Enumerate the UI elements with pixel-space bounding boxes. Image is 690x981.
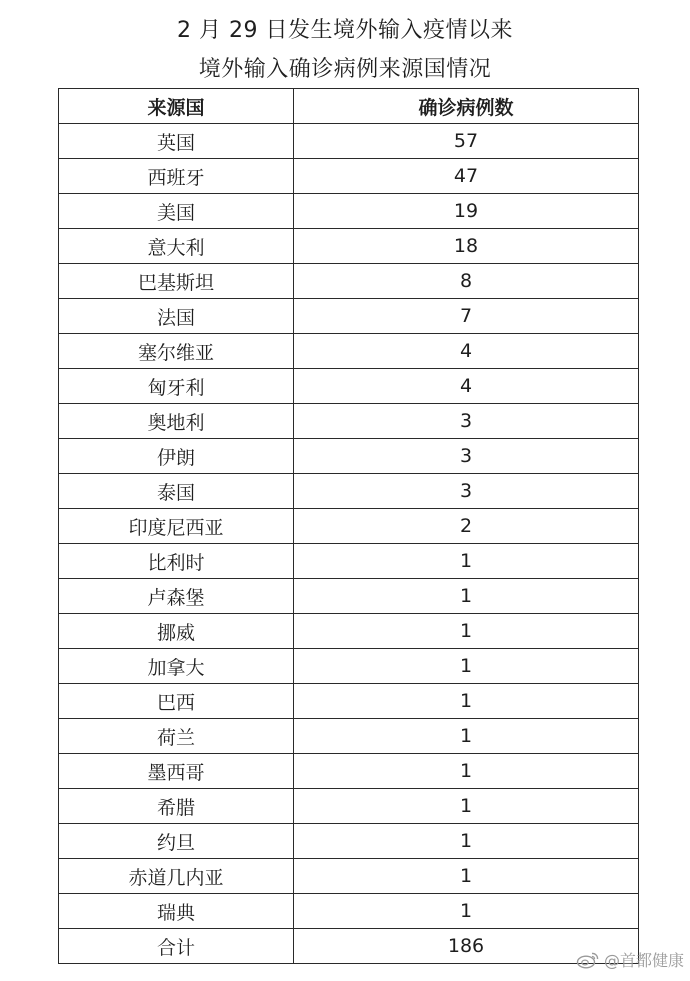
country-cell: 泰国 <box>59 474 294 509</box>
table-row <box>59 614 639 649</box>
table-row <box>59 859 639 894</box>
country-cell: 奥地利 <box>59 404 294 439</box>
country-cell: 巴西 <box>59 684 294 719</box>
country-cell: 法国 <box>59 299 294 334</box>
case-count-cell: 1 <box>294 614 639 649</box>
table-row <box>59 369 639 404</box>
table-row <box>59 754 639 789</box>
weibo-icon <box>576 951 600 969</box>
country-cell: 比利时 <box>59 544 294 579</box>
case-count-cell: 1 <box>294 649 639 684</box>
watermark <box>576 948 684 971</box>
table-row <box>59 719 639 754</box>
case-count-cell: 1 <box>294 684 639 719</box>
case-count-cell: 3 <box>294 439 639 474</box>
country-cell: 卢森堡 <box>59 579 294 614</box>
country-cell: 约旦 <box>59 824 294 859</box>
country-cell: 塞尔维亚 <box>59 334 294 369</box>
case-count-cell: 47 <box>294 159 639 194</box>
country-cell: 赤道几内亚 <box>59 859 294 894</box>
page-subtitle: 境外输入确诊病例来源国情况 <box>198 57 492 82</box>
table-row <box>59 124 639 159</box>
country-cell: 英国 <box>59 124 294 159</box>
case-count-cell: 4 <box>294 334 639 369</box>
table-row <box>59 159 639 194</box>
table-row <box>59 299 639 334</box>
country-cell: 加拿大 <box>59 649 294 684</box>
country-cell: 伊朗 <box>59 439 294 474</box>
case-count-cell: 1 <box>294 544 639 579</box>
table-header-row <box>59 89 639 124</box>
case-count-cell: 1 <box>294 859 639 894</box>
country-cell: 意大利 <box>59 229 294 264</box>
table-row <box>59 684 639 719</box>
total-row <box>59 929 639 964</box>
case-count-cell: 1 <box>294 719 639 754</box>
page-title: 2 月 29 日发生境外输入疫情以来 <box>177 18 513 43</box>
table-row <box>59 579 639 614</box>
table-row <box>59 264 639 299</box>
case-count-cell: 1 <box>294 579 639 614</box>
country-cell: 美国 <box>59 194 294 229</box>
table-row <box>59 474 639 509</box>
country-cell: 匈牙利 <box>59 369 294 404</box>
header-case-count: 确诊病例数 <box>294 89 639 124</box>
case-count-cell: 1 <box>294 789 639 824</box>
case-count-cell: 18 <box>294 229 639 264</box>
table-row <box>59 824 639 859</box>
case-count-cell: 1 <box>294 754 639 789</box>
total-label: 合计 <box>59 929 294 964</box>
total-count: 186 <box>294 929 639 964</box>
country-cell: 荷兰 <box>59 719 294 754</box>
imported-cases-table <box>58 88 639 964</box>
case-count-cell: 2 <box>294 509 639 544</box>
case-count-cell: 3 <box>294 404 639 439</box>
case-count-cell: 57 <box>294 124 639 159</box>
case-count-cell: 3 <box>294 474 639 509</box>
case-count-cell: 8 <box>294 264 639 299</box>
country-cell: 印度尼西亚 <box>59 509 294 544</box>
watermark-text: @首都健康 <box>603 951 684 970</box>
country-cell: 希腊 <box>59 789 294 824</box>
country-cell: 墨西哥 <box>59 754 294 789</box>
case-count-cell: 4 <box>294 369 639 404</box>
table-row <box>59 194 639 229</box>
table-body <box>59 124 639 929</box>
country-cell: 西班牙 <box>59 159 294 194</box>
table-row <box>59 439 639 474</box>
case-count-cell: 19 <box>294 194 639 229</box>
table-row <box>59 789 639 824</box>
country-cell: 瑞典 <box>59 894 294 929</box>
table-row <box>59 649 639 684</box>
table-row <box>59 229 639 264</box>
table-row <box>59 334 639 369</box>
country-cell: 挪威 <box>59 614 294 649</box>
table-row <box>59 509 639 544</box>
country-cell: 巴基斯坦 <box>59 264 294 299</box>
table-row <box>59 404 639 439</box>
table-row <box>59 544 639 579</box>
case-count-cell: 1 <box>294 824 639 859</box>
table-row <box>59 894 639 929</box>
case-count-cell: 1 <box>294 894 639 929</box>
case-count-cell: 7 <box>294 299 639 334</box>
header-country: 来源国 <box>59 89 294 124</box>
